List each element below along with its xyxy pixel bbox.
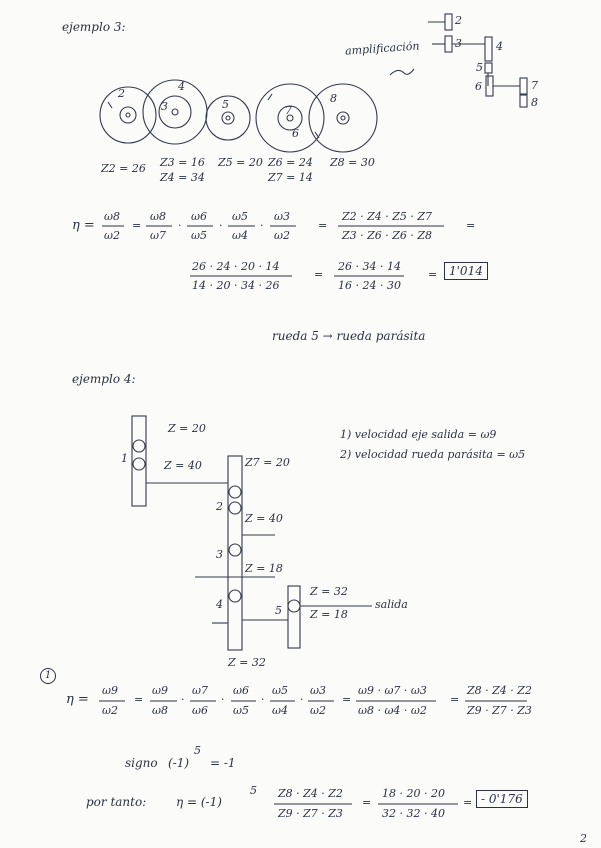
- example3-title: ejemplo 3:: [62, 20, 126, 34]
- frac-den: ω5: [233, 704, 249, 717]
- teeth-z2: Z2 = 26: [101, 162, 146, 175]
- label-z-18b: Z = 18: [310, 608, 348, 621]
- sign-expr: (-1): [168, 756, 190, 770]
- question-2: 2) velocidad rueda parásita = ω5: [340, 448, 526, 461]
- conclusion-label: por tanto:: [86, 795, 147, 809]
- frac-den: ω8: [152, 704, 168, 717]
- frac-den: Z9 · Z7 · Z3: [467, 704, 532, 717]
- frac-den: ω5: [191, 229, 207, 242]
- frac-num: Z8 · Z4 · Z2: [467, 684, 532, 697]
- label-z7-20: Z7 = 20: [245, 456, 290, 469]
- ratio-lhs: η =: [66, 692, 89, 707]
- dot: ·: [178, 219, 182, 232]
- frac-num: ω9: [102, 684, 118, 697]
- gear-train: [100, 80, 377, 152]
- gear-label: 2: [118, 87, 125, 100]
- frac-den: ω2: [274, 229, 290, 242]
- equals: =: [342, 693, 352, 706]
- equals: =: [314, 268, 324, 281]
- teeth-z6: Z6 = 24: [268, 156, 313, 169]
- dot: ·: [260, 219, 264, 232]
- equals: =: [466, 219, 476, 232]
- gear-label: 6: [292, 127, 299, 140]
- frac-den: ω2: [104, 229, 120, 242]
- answer-number: 1: [40, 668, 56, 684]
- frac-den: 16 · 24 · 30: [338, 279, 401, 292]
- frac-num: ω9 · ω7 · ω3: [358, 684, 427, 697]
- frac-num: ω3: [274, 210, 290, 223]
- gear-label: 8: [330, 92, 337, 105]
- frac-num: 26 · 24 · 20 · 14: [192, 260, 280, 273]
- frac-num: ω6: [233, 684, 249, 697]
- ratio-lhs: η =: [72, 218, 95, 233]
- teeth-z8: Z8 = 30: [330, 156, 375, 169]
- frac-num: Z8 · Z4 · Z2: [278, 787, 343, 800]
- block-label: 3: [455, 37, 462, 50]
- equals: =: [463, 796, 473, 809]
- ex4-result-box: - 0'176: [476, 790, 528, 808]
- squiggle-arrow: [390, 69, 414, 75]
- example4-title: ejemplo 4:: [72, 372, 136, 386]
- shaft-number: 4: [216, 598, 223, 611]
- amplification-label: amplificación: [344, 39, 420, 58]
- gear-label: 7: [285, 104, 292, 117]
- dot: ·: [261, 693, 265, 706]
- label-z-40b: Z = 40: [245, 512, 283, 525]
- frac-den: Z9 · Z7 · Z3: [278, 807, 343, 820]
- block-label: 6: [475, 80, 482, 93]
- frac-den: ω4: [272, 704, 288, 717]
- frac-den: 14 · 20 · 34 · 26: [192, 279, 280, 292]
- label-salida: salida: [375, 598, 408, 611]
- frac-den: 32 · 32 · 40: [382, 807, 445, 820]
- equals: =: [362, 796, 372, 809]
- ex3-result-box: 1'014: [444, 262, 488, 280]
- equals: =: [134, 693, 144, 706]
- equals: =: [318, 219, 328, 232]
- frac-num: ω8: [150, 210, 166, 223]
- block-label: 5: [476, 61, 483, 74]
- frac-den: Z3 · Z6 · Z6 · Z8: [342, 229, 433, 242]
- block-label: 2: [455, 14, 462, 27]
- equals: =: [132, 219, 142, 232]
- label-z-40a: Z = 40: [164, 459, 202, 472]
- shaft-number: 2: [216, 500, 223, 513]
- gear-label: 5: [222, 98, 229, 111]
- frac-den: ω7: [150, 229, 166, 242]
- page-number: 2: [580, 832, 587, 845]
- shaft-number: 3: [216, 548, 223, 561]
- label-z-32b: Z = 32: [228, 656, 266, 669]
- frac-num: ω9: [152, 684, 168, 697]
- ex3-note: rueda 5 → rueda parásita: [272, 329, 426, 343]
- frac-num: ω3: [310, 684, 326, 697]
- frac-num: 18 · 20 · 20: [382, 787, 445, 800]
- dot: ·: [221, 693, 225, 706]
- block-label: 8: [531, 96, 538, 109]
- label-z-18a: Z = 18: [245, 562, 283, 575]
- frac-den: ω2: [310, 704, 326, 717]
- teeth-z3: Z3 = 16: [160, 156, 205, 169]
- frac-num: ω6: [191, 210, 207, 223]
- sign-label: signo: [125, 756, 158, 770]
- equals: =: [450, 693, 460, 706]
- conclusion-exponent: 5: [250, 784, 257, 797]
- frac-num: ω8: [104, 210, 120, 223]
- frac-num: ω5: [272, 684, 288, 697]
- gear-label: 4: [178, 80, 185, 93]
- frac-den: ω4: [232, 229, 248, 242]
- block-label: 7: [531, 79, 538, 92]
- frac-den: ω2: [102, 704, 118, 717]
- dot: ·: [219, 219, 223, 232]
- shaft-number: 5: [275, 604, 282, 617]
- label-z-32a: Z = 32: [310, 585, 348, 598]
- question-1: 1) velocidad eje salida = ω9: [340, 428, 497, 441]
- teeth-z5: Z5 = 20: [218, 156, 263, 169]
- conclusion-lhs: η = (-1): [176, 795, 222, 809]
- frac-num: ω5: [232, 210, 248, 223]
- frac-num: 26 · 34 · 14: [338, 260, 401, 273]
- frac-num: ω7: [192, 684, 208, 697]
- frac-num: Z2 · Z4 · Z5 · Z7: [342, 210, 433, 223]
- frac-den: ω6: [192, 704, 208, 717]
- frac-den: ω8 · ω4 · ω2: [358, 704, 427, 717]
- gear-label: 3: [161, 100, 168, 113]
- sign-result: = -1: [210, 756, 236, 770]
- dot: ·: [300, 693, 304, 706]
- label-z-top: Z = 20: [168, 422, 206, 435]
- shaft-number: 1: [121, 452, 128, 465]
- teeth-z4: Z4 = 34: [160, 171, 205, 184]
- equals: =: [428, 268, 438, 281]
- sign-exponent: 5: [194, 744, 201, 757]
- block-label: 4: [496, 40, 503, 53]
- teeth-z7: Z7 = 14: [268, 171, 313, 184]
- dot: ·: [181, 693, 185, 706]
